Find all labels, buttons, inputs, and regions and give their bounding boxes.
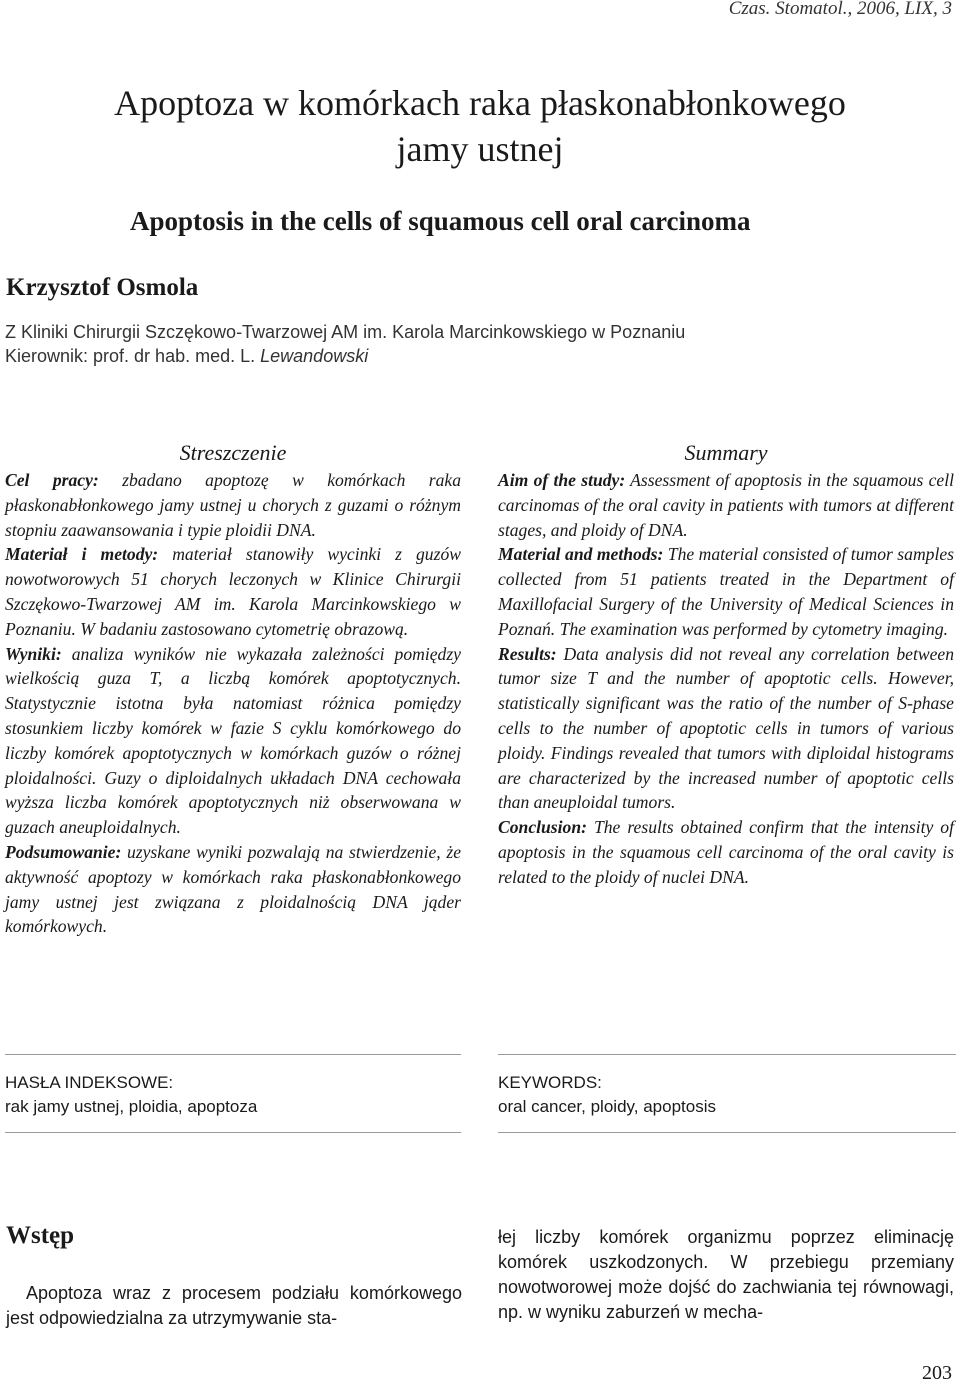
abstract-english xyxy=(498,438,954,890)
introduction-paragraph-left: Apoptoza wraz z procesem podziału komórkowego jest odpowiedzialna za utrzymywanie sta- xyxy=(6,1283,462,1328)
section-text: analiza wyników nie wykazała zależności pomiędzy wielkością guza T, a liczbą komórek apoptotycznych. Statystycznie istotna była natomiast różnica pomiędzy stosunkiem liczby komórek w fazie S cyklu komórkowego do liczby komórek apoptotycznych w komórkach guzów o różnej ploidalności. Guzy o diploidalnych układach DNA cechowała wyższa liczba komórek apoptotycznych niż obserwowana w guzach aneuploidalnych. xyxy=(5,643,461,838)
section-label: Conclusion: xyxy=(498,817,587,838)
section-label: Podsumowanie: xyxy=(5,841,122,862)
abstract-english-section-methods xyxy=(498,542,954,641)
article-title-line-1: Apoptoza w komórkach raka płaskonabłonkowego xyxy=(114,83,846,123)
keywords-polish-heading: HASŁA INDEKSOWE: xyxy=(5,1073,174,1092)
divider xyxy=(498,1132,956,1133)
section-label: Materiał i metody: xyxy=(5,544,159,565)
department-head-name: Lewandowski xyxy=(260,346,369,366)
abstract-english-section-aim xyxy=(498,468,954,542)
section-label: Wyniki: xyxy=(5,643,62,664)
section-label: Aim of the study: xyxy=(498,470,626,490)
page-number: 203 xyxy=(922,1362,952,1384)
affiliation-line: Z Kliniki Chirurgii Szczękowo-Twarzowej AM im. Karola Marcinkowskiego w Poznaniu xyxy=(5,322,686,342)
keywords-english-text: oral cancer, ploidy, apoptosis xyxy=(498,1097,716,1116)
section-text: uzyskane wyniki pozwalają na stwierdzenie, że aktywność apoptozy w komórkach raka płaskonabłonkowego jamy ustnej jest związana z ploidalnością DNA jąder komórkowych. xyxy=(5,841,461,937)
section-text: Assessment of apoptosis in the squamous cell carcinomas of the oral cavity in patients with tumors at different stages, and ploidy of DNA. xyxy=(498,470,954,540)
abstract-polish-section-aim xyxy=(5,468,461,542)
section-heading-introduction: Wstęp xyxy=(6,1222,75,1249)
abstract-polish-heading: Streszczenie xyxy=(179,440,287,465)
department-head xyxy=(5,346,368,367)
journal-citation: Czas. Stomatol., 2006, LIX, 3 xyxy=(728,0,952,19)
introduction-paragraph-right: łej liczby komórek organizmu poprzez eliminację komórek uszkodzonych. W przebiegu przemiany nowotworowej może dojść do zachwiania tej równowagi, np. w wyniku zaburzeń w mecha- xyxy=(498,1227,954,1322)
section-text: The results obtained confirm that the intensity of apoptosis in the squamous cell carcinoma of the oral cavity is related to the ploidy of nuclei DNA. xyxy=(498,817,954,887)
keywords-english-heading: KEYWORDS: xyxy=(498,1073,602,1092)
keywords-english xyxy=(498,1071,716,1119)
abstract-polish-section-conclusion xyxy=(5,840,461,939)
department-head-prefix: Kierownik: prof. dr hab. med. L. xyxy=(5,346,256,366)
divider xyxy=(5,1054,461,1055)
english-title: Apoptosis in the cells of squamous cell oral carcinoma xyxy=(130,206,751,236)
abstract-polish xyxy=(5,438,461,939)
section-text: The material consisted of tumor samples collected from 51 patients treated in the Department of Maxillofacial Surgery of the University of Medical Sciences in Poznań. The examination was performed by cytometry imaging. xyxy=(498,544,954,639)
divider xyxy=(498,1054,956,1055)
abstract-polish-section-results xyxy=(5,642,461,840)
section-text: materiał stanowiły wycinki z guzów nowotworowych 51 chorych leczonych w Klinice Chirurgii Szczękowo-Twarzowej AM im. Karola Marcinkowskiego w Poznaniu. W badaniu zastosowano cytometrię obrazową. xyxy=(5,544,461,639)
section-text: zbadano apoptozę w komórkach raka płaskonabłonkowego jamy ustnej u chorych z guzami o różnym stopniu zaawansowania i typie ploidii DNA. xyxy=(5,470,461,540)
article-title xyxy=(0,80,960,172)
abstract-english-heading: Summary xyxy=(684,440,768,465)
author-name: Krzysztof Osmola xyxy=(6,274,199,301)
article-title-line-2: jamy ustnej xyxy=(396,129,564,169)
section-label: Material and methods: xyxy=(498,544,664,565)
divider xyxy=(5,1132,461,1133)
section-text: Data analysis did not reveal any correlation between tumor size T and the number of apoptotic cells. However, statistically significant was the ratio of the number of S-phase cells to the number of apoptotic cells in tumors of various ploidy. Findings revealed that tumors with diploidal histograms are characterized by the increased number of apoptotic cells than aneuploidal tumors. xyxy=(498,643,954,813)
keywords-polish xyxy=(5,1071,257,1119)
abstract-polish-section-methods xyxy=(5,542,461,641)
section-label: Results: xyxy=(498,643,557,664)
keywords-polish-text: rak jamy ustnej, ploidia, apoptoza xyxy=(5,1097,258,1116)
abstract-english-section-results xyxy=(498,642,954,816)
section-label: Cel pracy: xyxy=(5,470,99,490)
abstract-english-section-conclusion xyxy=(498,815,954,889)
